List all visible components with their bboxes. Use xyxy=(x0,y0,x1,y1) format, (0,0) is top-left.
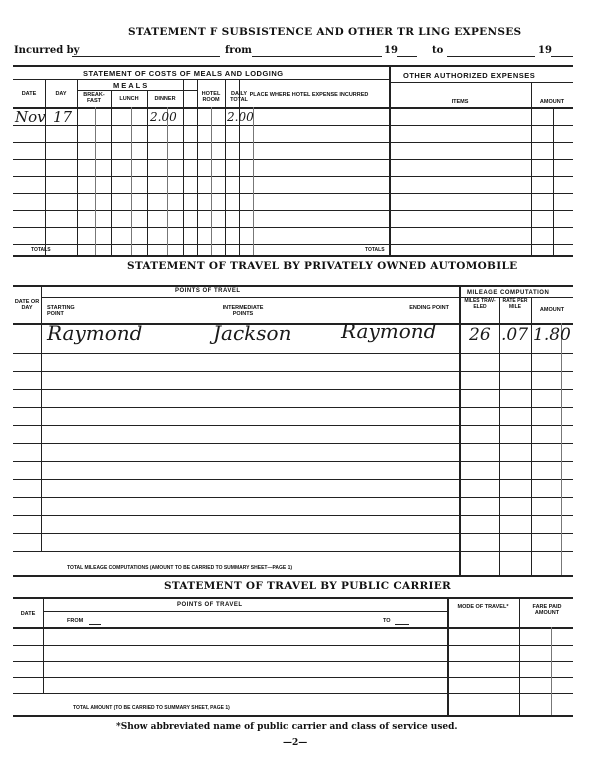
col-date: DATE xyxy=(21,91,37,97)
auto-row-intermediate: Jackson xyxy=(213,321,292,345)
carrier-points-of-travel: POINTS OF TRAVEL xyxy=(177,602,243,608)
col-breakfast: BREAK-FAST xyxy=(83,92,105,104)
carrier-col-fare: FARE PAID AMOUNT xyxy=(532,604,562,616)
incurred-by-label: Incurred by xyxy=(14,45,80,56)
row-daily-total: 2.00 xyxy=(227,110,254,124)
year-field-1[interactable] xyxy=(397,56,417,57)
carrier-col-to: TO xyxy=(383,618,391,624)
to-label: to xyxy=(432,45,444,56)
mileage-computation-label: MILEAGE COMPUTATION xyxy=(467,290,550,296)
auto-col-ending: ENDING POINT xyxy=(409,305,449,311)
year-label-2: 19 xyxy=(538,45,552,56)
from-label: from xyxy=(225,45,252,56)
row-day: 17 xyxy=(53,108,73,126)
auto-col-amount: AMOUNT xyxy=(539,307,565,313)
auto-points-of-travel: POINTS OF TRAVEL xyxy=(175,288,241,294)
auto-col-intermediate: INTERMEDIATE POINTS xyxy=(222,305,264,317)
from-field[interactable] xyxy=(252,56,382,57)
totals-label-right: TOTALS xyxy=(365,247,385,253)
form-title: STATEMENT F SUBSISTENCE AND OTHER TR LING EXPENSES xyxy=(128,26,522,38)
automobile-table xyxy=(13,285,573,575)
incurred-by-field[interactable] xyxy=(72,56,220,57)
col-hotel-room: HOTEL ROOM xyxy=(201,91,221,103)
carrier-col-from: FROM xyxy=(67,618,84,624)
auto-row-miles: 26 xyxy=(469,325,491,345)
auto-col-date: DATE OR DAY xyxy=(14,299,40,311)
col-lunch: LUNCH xyxy=(119,96,139,102)
col-amount: AMOUNT xyxy=(539,99,565,105)
to-field[interactable] xyxy=(447,56,535,57)
carrier-col-mode: MODE OF TRAVEL* xyxy=(457,604,509,610)
col-day: DAY xyxy=(55,91,67,97)
footnote: *Show abbreviated name of public carrier and class of service used. xyxy=(116,722,458,732)
col-items: ITEMS xyxy=(451,99,469,105)
row-date: Nov xyxy=(15,108,46,126)
col-dinner: DINNER xyxy=(154,96,176,102)
totals-label-left: TOTALS xyxy=(31,247,51,253)
year-field-2[interactable] xyxy=(551,56,573,57)
auto-row-rate: .07 xyxy=(501,325,529,345)
meals-section-title: STATEMENT OF COSTS OF MEALS AND LODGING xyxy=(83,69,284,78)
other-expenses-title: OTHER AUTHORIZED EXPENSES xyxy=(403,71,536,80)
auto-col-rate: RATE PER MILE xyxy=(502,298,528,310)
auto-section-title: STATEMENT OF TRAVEL BY PRIVATELY OWNED AUTOMOBILE xyxy=(127,260,518,272)
auto-row-ending: Raymond xyxy=(341,319,437,343)
col-place: PLACE WHERE HOTEL EXPENSE INCURRED xyxy=(249,92,369,98)
public-carrier-table xyxy=(13,597,573,715)
auto-col-miles: MILES TRAV-ELED xyxy=(464,298,496,310)
year-label-1: 19 xyxy=(384,45,398,56)
auto-row-amount: 1.80 xyxy=(533,325,571,345)
carrier-col-date: DATE xyxy=(20,611,36,617)
meals-lodging-table xyxy=(13,65,573,255)
meals-group-label: MEALS xyxy=(113,81,150,90)
auto-row-starting: Raymond xyxy=(47,321,143,345)
carrier-section-title: STATEMENT OF TRAVEL BY PUBLIC CARRIER xyxy=(164,580,452,592)
col-daily-total: DAILY TOTAL xyxy=(230,91,248,103)
auto-total-label: TOTAL MILEAGE COMPUTATIONS (AMOUNT TO BE CARRIED TO SUMMARY SHEET—PAGE 1) xyxy=(67,565,293,571)
row-dinner: 2.00 xyxy=(150,110,177,124)
page-number: —2— xyxy=(283,738,308,748)
auto-col-starting: STARTING POINT xyxy=(47,305,75,317)
carrier-total-label: TOTAL AMOUNT (TO BE CARRIED TO SUMMARY SHEET, PAGE 1) xyxy=(73,705,230,711)
